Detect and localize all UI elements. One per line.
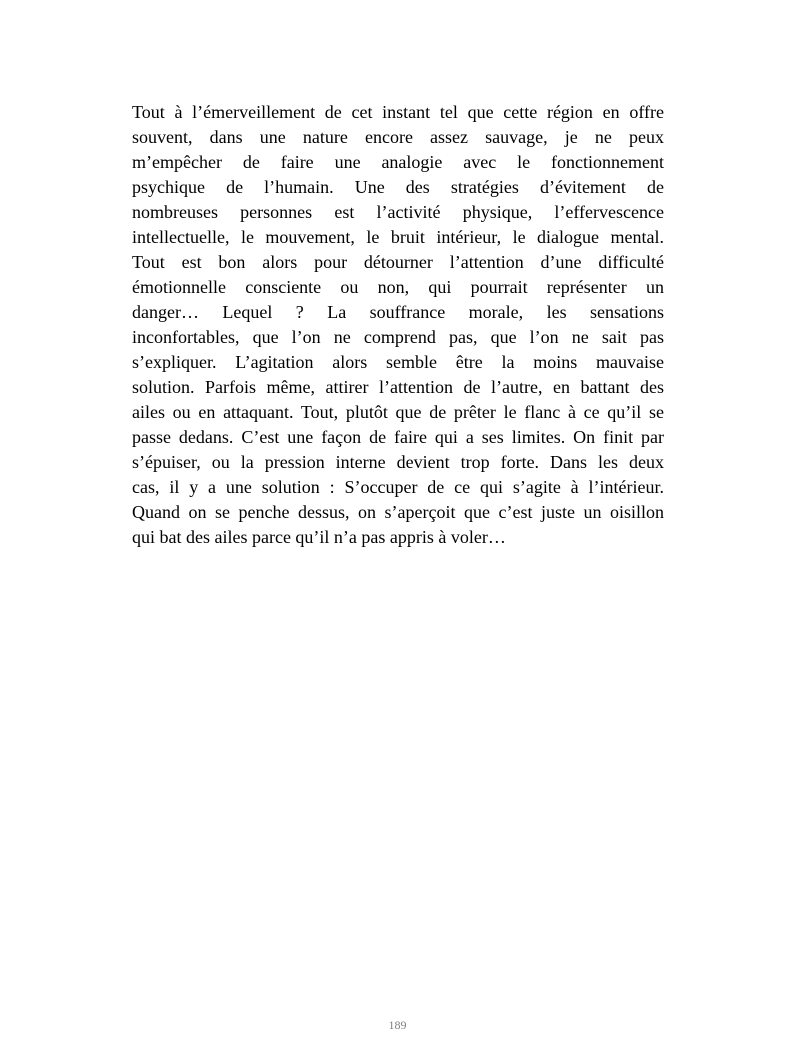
paragraph-line: intellectuelle, le mouvement, le bruit intérieur, le dialogue mental.: [132, 227, 664, 247]
paragraph-line: Tout est bon alors pour détourner l’attention d’une difficulté: [132, 252, 664, 272]
paragraph-line: passe dedans. C’est une façon de faire qui a ses limites. On finit par: [132, 427, 664, 447]
paragraph-line: Tout à l’émerveillement de cet instant tel que cette région en offre: [132, 102, 664, 122]
paragraph-line: m’empêcher de faire une analogie avec le fonctionnement: [132, 152, 664, 172]
paragraph-line: souvent, dans une nature encore assez sauvage, je ne peux: [132, 127, 664, 147]
body-paragraph: [132, 100, 664, 550]
paragraph-line: solution. Parfois même, attirer l’attention de l’autre, en battant des: [132, 377, 664, 397]
paragraph-line: s’expliquer. L’agitation alors semble être la moins mauvaise: [132, 352, 664, 372]
paragraph-line: cas, il y a une solution : S’occuper de ce qui s’agite à l’intérieur.: [132, 477, 664, 497]
page-number: 189: [388, 1018, 407, 1032]
paragraph-line: psychique de l’humain. Une des stratégies d’évitement de: [132, 177, 664, 197]
paragraph-line: qui bat des ailes parce qu’il n’a pas appris à voler…: [132, 527, 506, 547]
paragraph-line: danger… Lequel ? La souffrance morale, les sensations: [132, 302, 664, 322]
paragraph-line: Quand on se penche dessus, on s’aperçoit que c’est juste un oisillon: [132, 502, 664, 522]
paragraph-line: nombreuses personnes est l’activité physique, l’effervescence: [132, 202, 664, 222]
paragraph-line: s’épuiser, ou la pression interne devient trop forte. Dans les deux: [132, 452, 664, 472]
paragraph-line: inconfortables, que l’on ne comprend pas, que l’on ne sait pas: [132, 327, 664, 347]
paragraph-line: ailes ou en attaquant. Tout, plutôt que de prêter le flanc à ce qu’il se: [132, 402, 664, 422]
paragraph-line: émotionnelle consciente ou non, qui pourrait représenter un: [132, 277, 664, 297]
